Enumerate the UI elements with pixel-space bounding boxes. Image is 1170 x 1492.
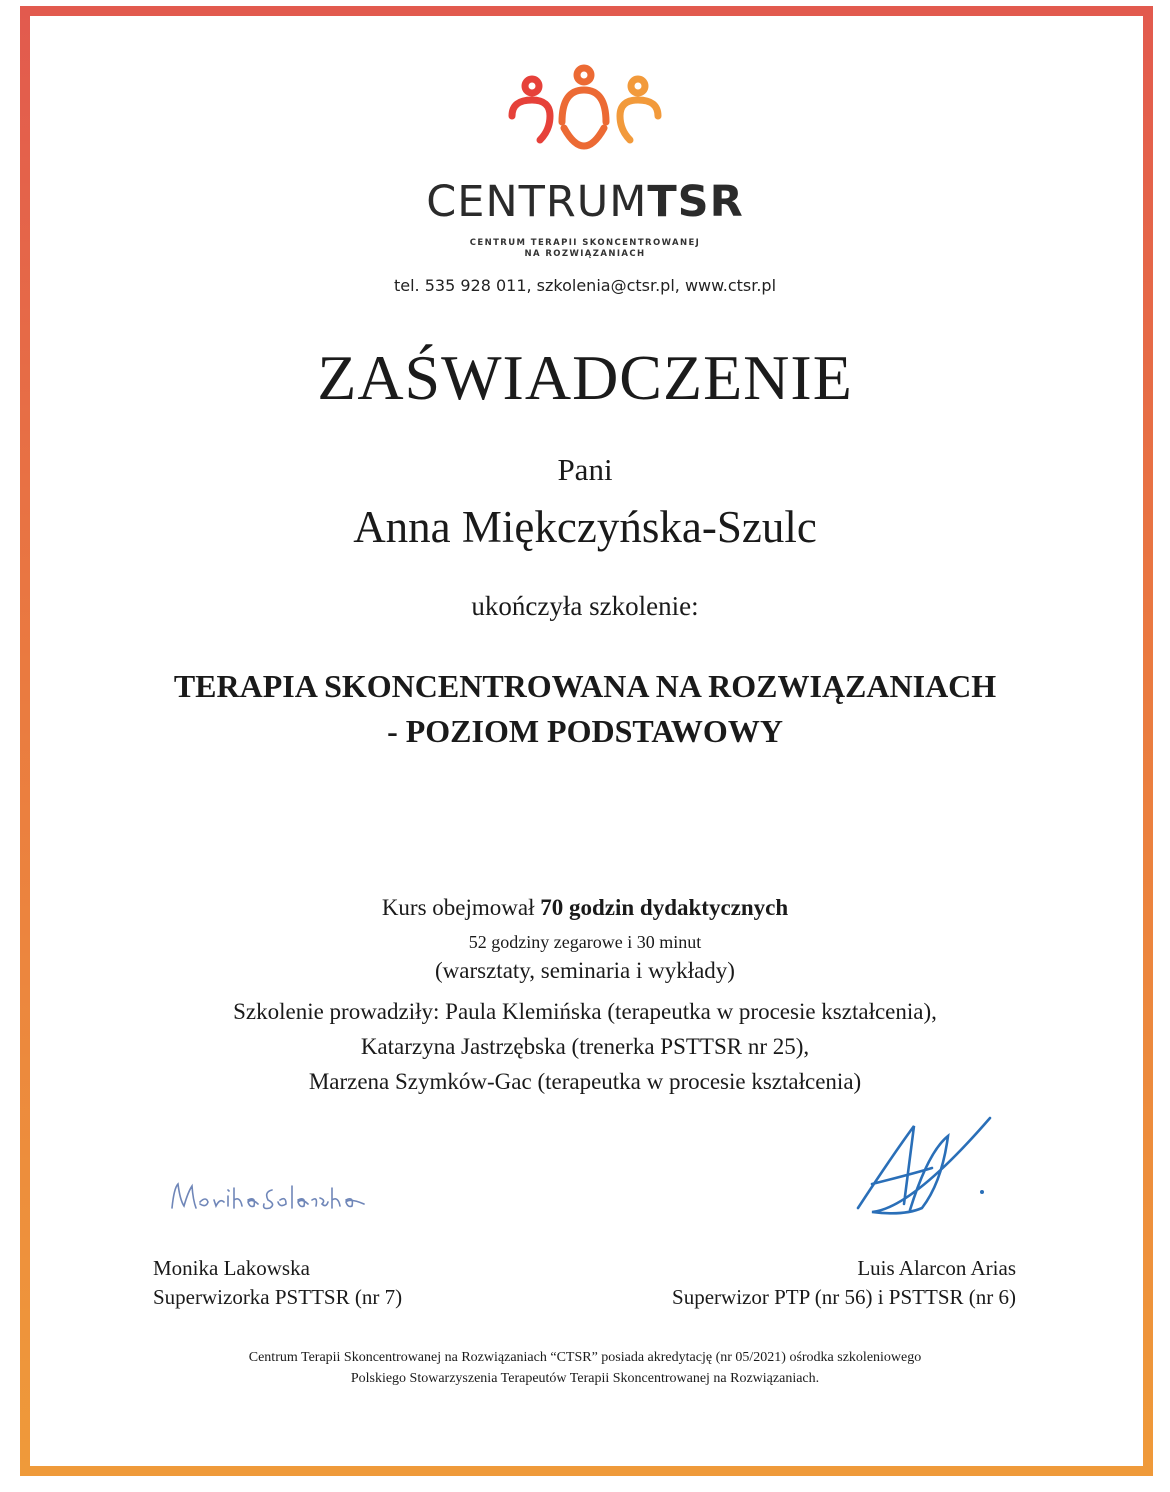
course-title: [0, 664, 1170, 754]
course-title-line1: TERAPIA SKONCENTROWANA NA ROZWIĄZANIACH: [173, 668, 997, 704]
signature-right-image: [852, 1112, 992, 1224]
trainer-line: Marzena Szymków-Gac (terapeutka w procesie kształcenia): [308, 1069, 862, 1094]
accreditation-line2: Polskiego Stowarzyszenia Terapeutów Terapii Skoncentrowanej na Rozwiązaniach.: [350, 1371, 820, 1386]
hours-format-note: (warsztaty, seminaria i wykłady): [435, 958, 735, 983]
signer-left: [153, 1254, 402, 1312]
accreditation-note: [0, 1347, 1170, 1389]
brand-sub-line1: CENTRUM TERAPII SKONCENTROWANEJ: [469, 238, 701, 248]
trainers-list: [0, 994, 1170, 1099]
signer-right-name: Luis Alarcon Arias: [857, 1256, 1016, 1280]
signature-left-image: [160, 1170, 375, 1220]
recipient-name: Anna Miękczyńska-Szulc: [353, 502, 817, 552]
contact-info: tel. 535 928 011, szkolenia@ctsr.pl, www.ctsr.pl: [393, 276, 777, 295]
brand-wordmark: [0, 176, 1170, 228]
ctsr-logo-icon: [504, 64, 666, 160]
hours-prefix: Kurs obejmował: [381, 895, 541, 920]
signer-left-name: Monika Lakowska: [153, 1256, 310, 1280]
hours-bold: 70 godzin dydaktycznych: [540, 895, 789, 920]
signer-right-role: Superwizor PTP (nr 56) i PSTTSR (nr 6): [672, 1285, 1016, 1309]
accreditation-line1: Centrum Terapii Skoncentrowanej na Rozwiązaniach “CTSR” posiada akredytację (nr 05/2021) ośrodka szkoleniowego: [248, 1350, 922, 1365]
course-hours: [0, 895, 1170, 921]
salutation: Pani: [557, 452, 613, 487]
brand-subtitle: [0, 238, 1170, 260]
hours-clock-time: 52 godziny zegarowe i 30 minut: [468, 932, 702, 952]
signer-right: [672, 1254, 1016, 1312]
trainer-line: Szkolenie prowadziły: Paula Klemińska (terapeutka w procesie kształcenia),: [233, 999, 937, 1024]
brand-bold: TSR: [647, 177, 744, 227]
course-title-line2: - POZIOM PODSTAWOWY: [387, 713, 783, 749]
trainer-line: Katarzyna Jastrzębska (trenerka PSTTSR nr 25),: [360, 1034, 810, 1059]
brand-light: CENTRUM: [426, 177, 648, 227]
certificate-title: ZAŚWIADCZENIE: [317, 342, 853, 413]
brand-sub-line2: NA ROZWIĄZANIACH: [524, 249, 646, 259]
signer-left-role: Superwizorka PSTTSR (nr 7): [153, 1285, 403, 1309]
completed-label: ukończyła szkolenie:: [471, 591, 699, 621]
